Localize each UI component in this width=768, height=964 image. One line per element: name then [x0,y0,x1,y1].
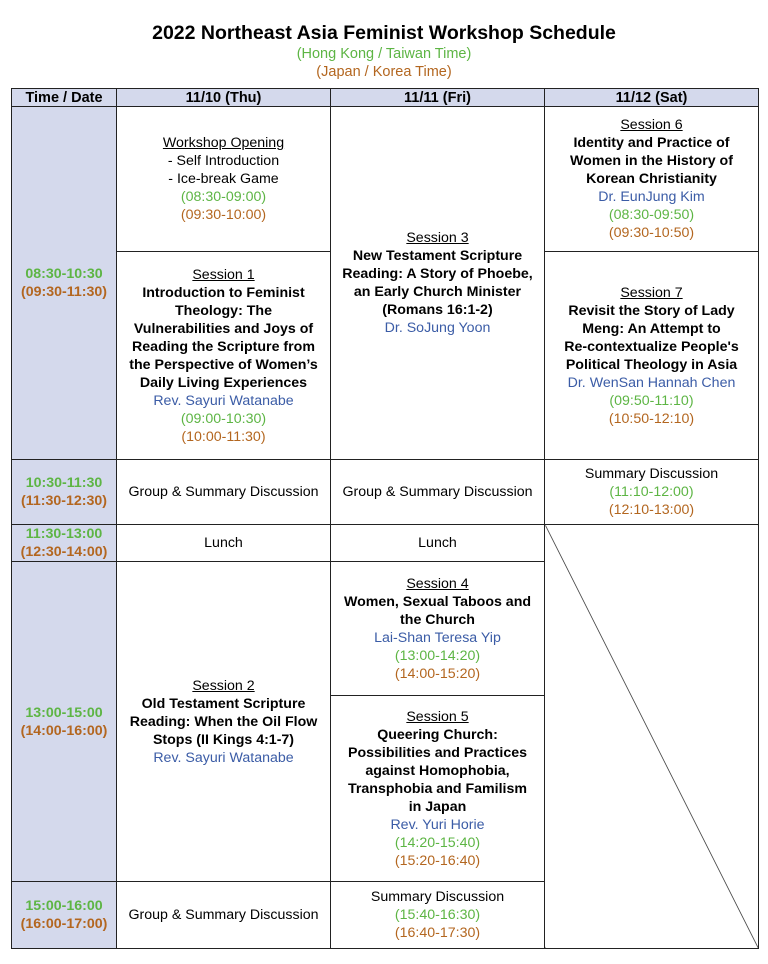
time-hk: 11:30-13:00 [25,526,103,542]
time-hk: (13:00-14:20) [394,647,481,664]
workshop-opening-cell [117,107,331,252]
time-hk: (08:30-09:00) [180,189,267,205]
summary-discussion-cell [331,882,545,949]
empty-diagonal-cell [545,525,759,949]
session-title-line: in Japan [408,798,467,815]
subtitle-jp-kr: (Japan / Korea Time) [316,64,452,80]
session-7-cell [545,252,759,460]
group-summary-cell: Group & Summary Discussion [331,460,545,525]
lunch-cell: Lunch [331,525,545,562]
session-heading: Session 4 [406,575,469,592]
time-hk: (09:50-11:10) [609,392,694,409]
col-header-time: Time / Date [12,89,117,107]
time-hk: (11:10-12:00) [609,484,694,500]
opening-item: - Self Introduction [167,153,280,169]
opening-item: - Ice-break Game [168,171,279,187]
session-title-line: (Romans 16:1-2) [382,302,493,318]
session-title-line: Old Testament Scripture [141,695,306,712]
session-6-cell [545,107,759,252]
session-title-line: Theology: The [175,302,272,319]
page-title: 2022 Northeast Asia Feminist Workshop Schedule [152,22,616,44]
schedule-table [11,88,759,949]
time-jp: (09:30-11:30) [21,284,107,300]
col-header-day3: 11/12 (Sat) [545,89,759,107]
group-summary-cell: Group & Summary Discussion [117,882,331,949]
session-heading: Session 6 [620,117,683,133]
session-title-line: against Homophobia, [365,762,510,779]
time-hk: 08:30-10:30 [25,266,103,282]
session-title-line: Daily Living Experiences [139,374,308,391]
subtitle-hk-tw: (Hong Kong / Taiwan Time) [296,46,472,62]
session-title-line: Stops (II Kings 4:1-7) [152,731,295,748]
time-hk: 15:00-16:00 [25,898,103,914]
session-title-line: Korean Christianity [586,171,717,187]
time-hk: (08:30-09:50) [608,207,695,223]
speaker-name: Rev. Sayuri Watanabe [153,392,294,409]
summary-discussion-cell [545,460,759,525]
time-jp: (11:30-12:30) [21,493,107,509]
session-title-line: Vulnerabilities and Joys of [133,320,314,337]
table-row [12,107,759,252]
session-heading: Session 2 [192,677,255,694]
speaker-name: Rev. Yuri Horie [390,816,485,833]
session-title-line: Introduction to Feminist [142,284,305,301]
table-header-row [12,89,759,107]
time-jp: (09:30-10:00) [180,207,267,223]
session-title-line: Queering Church: [377,726,498,743]
session-title-line: Political Theology in Asia [565,356,738,373]
opening-heading: Workshop Opening [162,135,285,151]
time-jp: (12:10-13:00) [608,502,695,518]
time-jp: (10:00-11:30) [181,428,266,445]
time-jp: (14:00-15:20) [394,665,481,682]
time-jp: (14:00-16:00) [20,722,108,739]
col-header-day1: 11/10 (Thu) [117,89,331,107]
session-4-cell [331,562,545,696]
session-title-line: New Testament Scripture [352,248,523,264]
time-slot-4 [12,562,117,882]
session-title-line: Transphobia and Familism [348,780,527,797]
summary-label: Summary Discussion [370,889,505,905]
session-title-line: Reading: When the Oil Flow [129,713,318,730]
time-slot-1 [12,107,117,460]
session-title-line: Reading the Scripture from [132,338,315,355]
time-jp: (10:50-12:10) [608,410,695,427]
time-hk: (15:40-16:30) [394,907,481,923]
session-title-line: Reading: A Story of Phoebe, [342,266,533,282]
lunch-cell: Lunch [117,525,331,562]
time-jp: (12:30-14:00) [20,544,108,560]
session-heading: Session 5 [406,708,469,725]
col-header-day2: 11/11 (Fri) [331,89,545,107]
table-row [12,525,759,562]
session-title-line: the Perspective of Women’s [129,356,318,373]
speaker-name: Dr. SoJung Yoon [384,320,491,336]
speaker-name: Lai-Shan Teresa Yip [374,629,501,646]
time-hk: (09:00-10:30) [180,410,267,427]
session-title-line: Women in the History of [570,153,733,169]
session-1-cell [117,252,331,460]
session-title-line: an Early Church Minister [353,284,522,300]
time-slot-2 [12,460,117,525]
speaker-name: Dr. EunJung Kim [598,189,705,205]
session-title-line: the Church [400,611,475,628]
session-5-cell [331,696,545,882]
time-jp: (16:40-17:30) [394,925,481,941]
speaker-name: Rev. Sayuri Watanabe [153,749,294,766]
session-heading: Session 3 [406,230,469,246]
session-2-cell [117,562,331,882]
time-jp: (09:30-10:50) [608,225,695,241]
session-heading: Session 7 [620,284,683,301]
summary-label: Summary Discussion [584,466,719,482]
speaker-name: Dr. WenSan Hannah Chen [567,374,736,391]
session-3-cell [331,107,545,460]
table-row [12,460,759,525]
session-title-line: Women, Sexual Taboos and [343,593,532,610]
time-slot-3 [12,525,117,562]
session-title-line: Re-contextualize People's [564,338,739,355]
time-jp: (16:00-17:00) [20,916,108,932]
time-slot-5 [12,882,117,949]
session-title-line: Possibilities and Practices [348,744,527,761]
session-title-line: Identity and Practice of [573,135,730,151]
time-hk: 13:00-15:00 [25,704,103,721]
time-jp: (15:20-16:40) [394,852,481,869]
session-title-line: Meng: An Attempt to [582,320,721,337]
session-title-line: Revisit the Story of Lady [568,302,735,319]
session-heading: Session 1 [192,266,255,283]
group-summary-cell: Group & Summary Discussion [117,460,331,525]
time-hk: (14:20-15:40) [394,834,481,851]
time-hk: 10:30-11:30 [25,475,103,491]
